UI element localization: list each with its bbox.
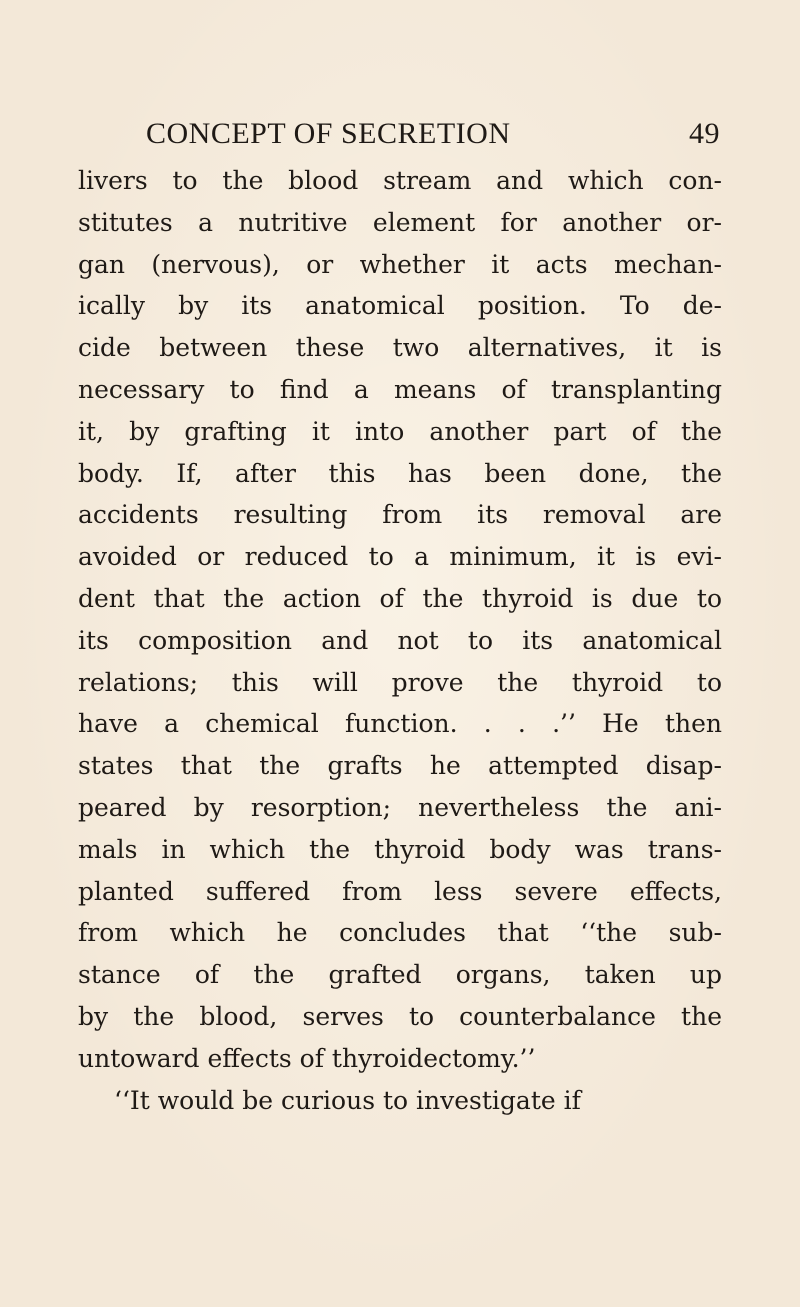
text-line: cide between these two alternatives, it is: [78, 333, 722, 363]
paragraph-last-line: untoward effects of thyroidectomy.’’: [78, 1043, 536, 1073]
text-line: livers to the blood stream and which con-: [78, 166, 722, 195]
text-line: states that the grafts he attempted disap-: [78, 751, 722, 781]
text-line: ically by its anatomical position. To de-: [78, 291, 722, 321]
text-line: from which he concludes that ‘‘the sub-: [78, 918, 722, 948]
text-line: stance of the grafted organs, taken up: [78, 960, 722, 990]
text-line: relations; this will prove the thyroid to: [78, 667, 722, 697]
text-line: peared by resorption; nevertheless the ani-: [78, 792, 722, 822]
text-line: gan (nervous), or whether it acts mechan-: [78, 249, 722, 279]
paragraph-first-line: ‘‘It would be curious to investigate if: [114, 1085, 581, 1115]
running-head: [146, 114, 720, 154]
text-line: stitutes a nutritive element for another or-: [78, 207, 722, 237]
text-line: mals in which the thyroid body was trans-: [78, 834, 722, 864]
text-line: necessary to find a means of transplanting: [78, 374, 722, 404]
text-line: have a chemical function. . . .’’ He then: [78, 709, 722, 739]
text-line: accidents resulting from its removal are: [78, 500, 722, 530]
text-line: avoided or reduced to a minimum, it is evi-: [78, 542, 722, 572]
text-line: planted suffered from less severe effects,: [78, 876, 722, 906]
text-line: it, by grafting it into another part of the: [78, 416, 722, 446]
page-number: 49: [689, 117, 720, 150]
text-line: by the blood, serves to counterbalance the: [78, 1001, 722, 1031]
text-line: its composition and not to its anatomical: [78, 625, 722, 655]
running-head-title: CONCEPT OF SECRETION: [146, 117, 511, 150]
body-text: [78, 160, 722, 1121]
text-line: body. If, after this has been done, the: [78, 458, 722, 488]
text-line: dent that the action of the thyroid is due to: [78, 583, 722, 613]
